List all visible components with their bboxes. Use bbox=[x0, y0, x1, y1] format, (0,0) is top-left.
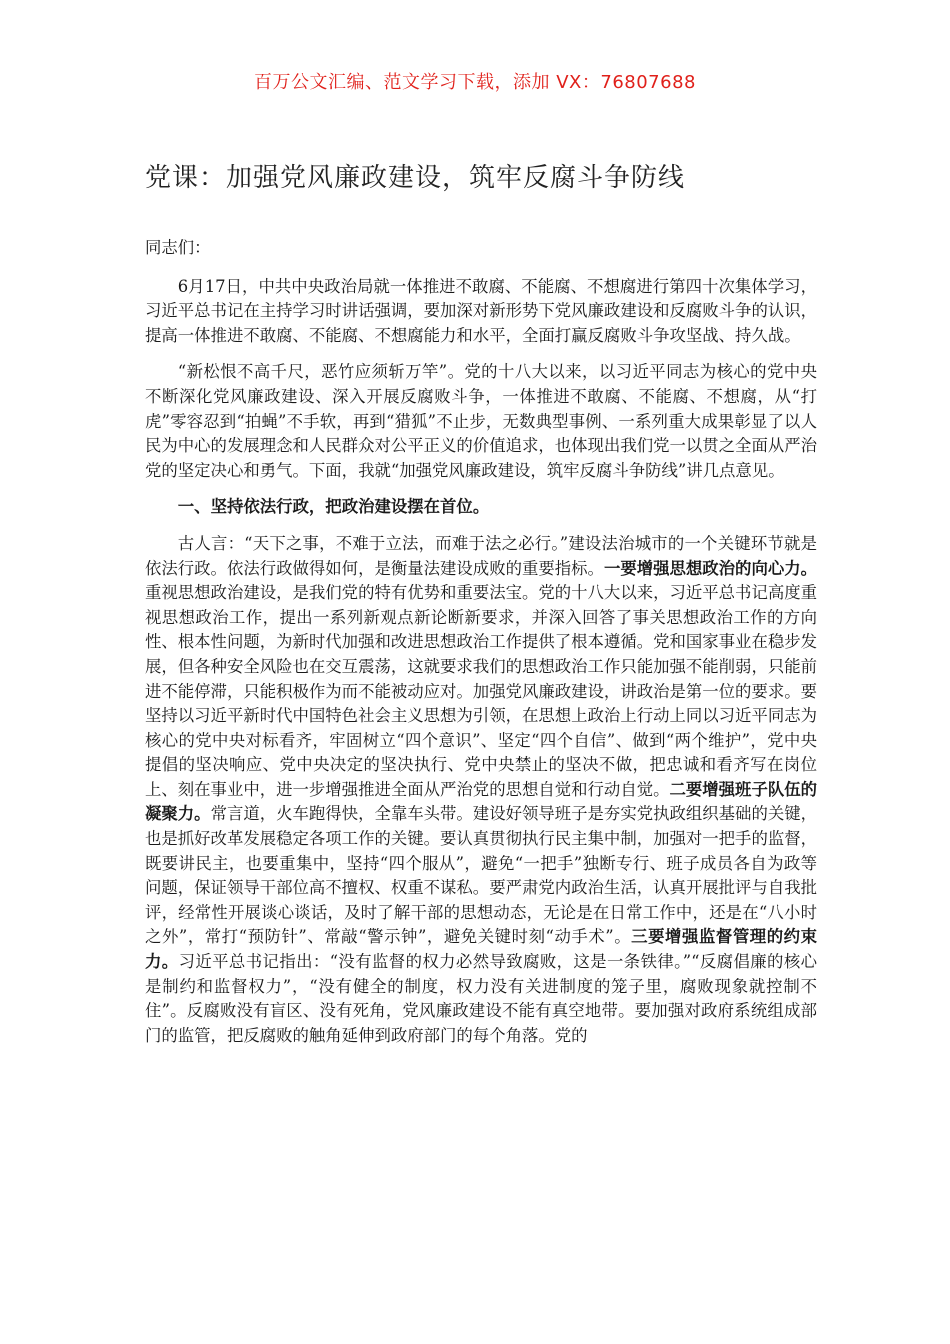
paragraph-3-text-2: 重视思想政治建设，是我们党的特有优势和重要法宝。党的十八大以来，习近平总书记高度重视思想政治工作，提出一系列新观点新论断新要求，并深入回答了事关思想政治工作的方向性、根本性问题，为新时代加强和改进思想政治工作提供了根本遵循。党和国家事业在稳步发展，但各种安全风险也在交互震荡，这就要求我们的思想政治工作只能加强不能削弱，只能前进不能停滞，只能积极作为而不能被动应对。加强党风廉政建设，讲政治是第一位的要求。要坚持以习近平新时代中国特色社会主义思想为引领，在思想上政治上行动上同以习近平同志为核心的党中央对标看齐，牢固树立“四个意识”、坚定“四个自信”、做到“两个维护”，党中央提倡的坚决响应、党中央决定的坚决执行、党中央禁止的坚决不做，把忠诚和看齐写在岗位上、刻在事业中，进一步增强推进全面从严治党的思想自觉和行动自觉。 bbox=[145, 583, 818, 799]
paragraph-3-text-4: 习近平总书记指出：“没有监督的权力必然导致腐败，这是一条铁律。”“反腐倡廉的核心是制约和监督权力”，“没有健全的制度，权力没有关进制度的笼子里，腐败现象就控制不住”。反腐败没有盲区、没有死角，党风廉政建设不能有真空地带。要加强对政府系统组成部门的监管，把反腐败的触角延伸到政府部门的每个角落。党的 bbox=[145, 952, 818, 1045]
document-body bbox=[145, 236, 817, 1048]
paragraph-3-text-3: 常言道，火车跑得快，全靠车头带。建设好领导班子是夯实党执政组织基础的关键，也是抓好改革发展稳定各项工作的关键。要认真贯彻执行民主集中制，加强对一把手的监督，既要讲民主，也要重集中，坚持“四个服从”，避免“一把手”独断专行、班子成员各自为政等问题，保证领导干部位高不擅权、权重不谋私。要严肃党内政治生活，认真开展批评与自我批评，经常性开展谈心谈话，及时了解干部的思想动态，无论是在日常工作中，还是在“八小时之外”，常打“预防针”、常敲“警示钟”，避免关键时刻“动手术”。 bbox=[145, 804, 818, 947]
point-2-heading: 二要增强班子队伍的凝聚力。 bbox=[145, 779, 818, 824]
paragraph-3 bbox=[145, 532, 817, 1048]
header-watermark: 百万公文汇编、范文学习下载，添加 VX：76807688 bbox=[254, 72, 696, 93]
point-3-heading: 三要增强监督管理的约束力。 bbox=[145, 927, 818, 972]
paragraph-3-text-1: 古人言：“天下之事，不难于立法，而难于法之必行。”建设法治城市的一个关键环节就是依法行政。依法行政做得如何，是衡量法建设成败的重要指标。 bbox=[145, 533, 817, 578]
paragraph-1: 6月17日，中共中央政治局就一体推进不敢腐、不能腐、不想腐进行第四十次集体学习，习近平总书记在主持学习时讲话强调，要加深对新形势下党风廉政建设和反腐败斗争的认识，提高一体推进不敢腐、不能腐、不想腐能力和水平，全面打赢反腐败斗争攻坚战、持久战。 bbox=[145, 276, 818, 345]
section-heading-1: 一、坚持依法行政，把政治建设摆在首位。 bbox=[177, 497, 490, 517]
paragraph-2: “新松恨不高千尺，恶竹应须斩万竿”。党的十八大以来，以习近平同志为核心的党中央不断深化党风廉政建设、深入开展反腐败斗争，一体推进不敢腐、不能腐、不想腐，从“打虎”零容忍到“拍蝇”不手软，再到“猎狐”不止步，无数典型事例、一系列重大成果彰显了以人民为中心的发展理念和人民群众对公平正义的价值追求，也体现出我们党一以贯之全面从严治党的坚定决心和勇气。下面，我就“加强党风廉政建设，筑牢反腐斗争防线”讲几点意见。 bbox=[145, 362, 818, 480]
point-1-heading: 一要增强思想政治的向心力。 bbox=[603, 558, 818, 578]
document-title: 党课：加强党风廉政建设，筑牢反腐斗争防线 bbox=[145, 163, 686, 193]
salutation: 同志们： bbox=[145, 238, 211, 257]
